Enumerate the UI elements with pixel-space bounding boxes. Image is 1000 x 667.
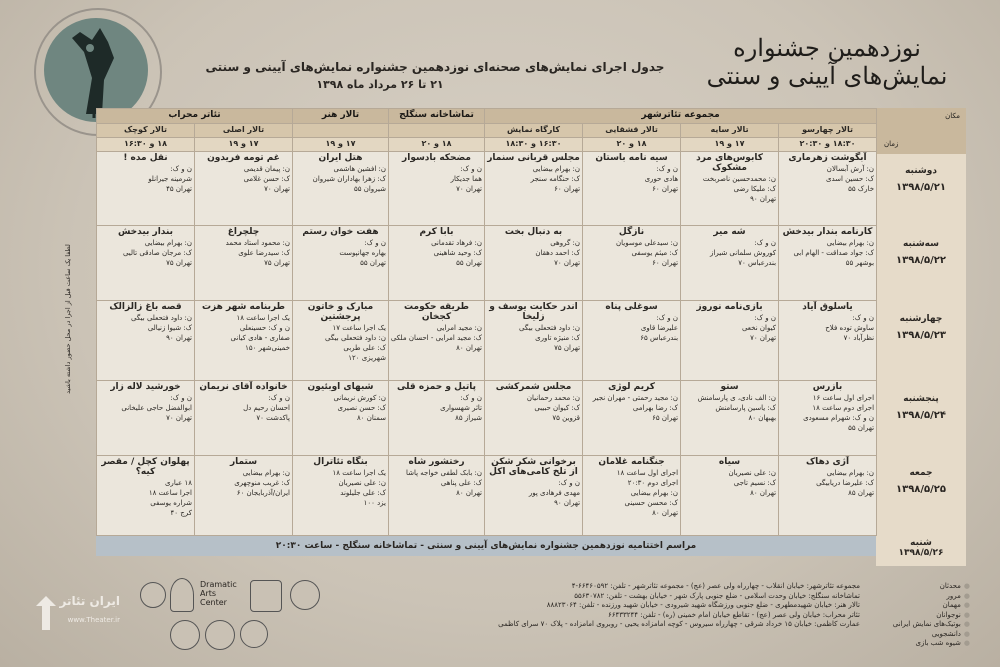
show-cell — [485, 455, 583, 535]
address-line: تالار هنر: خیابان شهیدمطهری - ضلع جنوبی ورزشگاه شهید شیرودی - خیابان شهید ورزنده - تلفن: ۸۸۸۲۳۰۶۴ — [546, 601, 860, 609]
address-line: تماشاخانه سنگلج: خیابان وحدت اسلامی - ضلع جنوبی پارک شهر - خیابان بهشت - تلفن: ۵۵۶۳۰۷۸۲ — [574, 591, 860, 600]
show-cell — [779, 225, 877, 300]
show-detail: تهران ۴۵ — [166, 185, 192, 194]
show-detail: ن: بهرام بیضایی — [826, 468, 875, 477]
venue-addresses — [440, 582, 860, 630]
show-detail: ن و ک: — [656, 313, 679, 322]
sponsor-logo-icon — [140, 582, 166, 608]
show-title: ستمار — [229, 456, 258, 467]
legend-item: ●مرور — [946, 591, 970, 600]
show-detail: ک: علیرضا دریابیگی — [816, 478, 875, 487]
show-detail: کیوان نخعی — [741, 323, 777, 332]
sponsor-logo-icon — [290, 580, 320, 610]
show-detail: ن: بهرام بیضایی — [826, 238, 875, 247]
show-title: مجلس شمرکشی — [495, 382, 572, 393]
hall-header — [389, 124, 485, 138]
show-detail: ک: شیوا زنیالی — [147, 323, 192, 332]
show-detail: ک: علی جلیلوند — [340, 488, 386, 497]
show-detail: ن: مجید امرایی — [436, 323, 482, 332]
show-cell — [583, 225, 681, 300]
address-line: مجموعه تئاترشهر: خیابان انقلاب - چهارراه ولی عصر (عج) - مجموعه تئاترشهر - تلفن: ۶۶۴۶۰۵۹۲-۴ — [571, 582, 860, 590]
show-title: بازرس — [812, 382, 843, 393]
legend-item: ●محدثان — [939, 582, 970, 590]
show-cell — [485, 381, 583, 455]
show-detail: ک: حسن نصیری — [337, 404, 386, 413]
show-detail: ن: بهرام بیضایی — [532, 165, 581, 174]
show-detail: تهران ۷۵ — [166, 258, 192, 267]
show-detail: خمینی‌شهر ۱۵۰ — [245, 343, 290, 352]
show-title: شبهای اوبئیون — [307, 382, 374, 393]
show-title: بنگاه تئاترال — [313, 456, 368, 467]
show-detail: ک: میثم یوسفی — [631, 248, 679, 257]
legend-item: ●نوجوانان — [936, 610, 970, 619]
show-detail: ۱۸ عباری — [164, 478, 192, 487]
show-detail: تهران ۶۰ — [554, 185, 581, 194]
show-cell — [97, 381, 195, 455]
emblem-disc — [44, 18, 148, 122]
show-detail: ن و ک: — [170, 394, 192, 403]
show-title: کابوس‌های مرد مشکوک — [696, 153, 763, 174]
show-title: پهلوان کچل / مقصر کیه؟ — [101, 456, 190, 477]
show-detail: تهران ۵۵ — [848, 424, 875, 433]
show-detail: ن: علی نصیریان — [338, 478, 386, 487]
time-header: ۱۷ و ۱۹ — [681, 138, 779, 152]
show-detail: بهاره جهانپوست — [339, 248, 386, 257]
show-detail: ک: جواد صداقت - الهام ابی — [793, 248, 875, 257]
schedule-body — [97, 152, 877, 536]
show-detail: ن و ک: شهرام مسعودی — [803, 414, 875, 423]
show-title: آبگوشت زهرماری — [788, 153, 867, 164]
corner-header — [876, 108, 966, 154]
show-detail: شهریزی ۱۲۰ — [348, 353, 386, 362]
show-detail: ن: افشین هاشمی — [333, 165, 386, 174]
show-cell — [583, 152, 681, 225]
sponsor-logo-icon — [250, 580, 282, 612]
show-detail: ن: علی نصیریان — [728, 468, 777, 477]
show-title: شه میر — [713, 226, 746, 237]
show-detail: ک: رضا بهرامی — [632, 404, 679, 413]
show-title: ستو — [720, 382, 739, 393]
show-title: سیه نامه باستان — [595, 153, 668, 164]
show-cell — [195, 152, 293, 225]
show-detail: تهران ۶۵ — [652, 414, 679, 423]
show-title: هفت خوان رستم — [302, 226, 379, 237]
hall-header: تالار اصلی — [195, 124, 293, 138]
show-detail: ک: علی پناهی — [440, 478, 482, 487]
show-detail: ن و ک: — [852, 313, 875, 322]
show-detail: تهران ۷۰ — [456, 185, 482, 194]
group-header: تماشاخانه سنگلج — [389, 109, 485, 124]
show-title: کریم لوژی — [608, 382, 655, 393]
show-detail: شراره یوسفی — [150, 498, 192, 507]
show-title: طریقه حکومت کجخان — [404, 301, 469, 322]
time-header: ۱۷ و ۱۹ — [293, 138, 389, 152]
show-detail: ن: الف نادی، ی پارسامنش — [697, 394, 777, 403]
show-detail: ساوش توده فلاح — [825, 323, 875, 332]
watermark-site: ایران تئاتر — [59, 594, 120, 608]
show-title: مبارک و خاتون پرجشتین — [307, 301, 374, 322]
legend-item: ●دانشجویی — [931, 629, 970, 638]
show-detail: صفاری - هادی کیانی — [230, 333, 290, 342]
show-cell — [779, 381, 877, 455]
iran-theater-logo-icon — [36, 596, 56, 630]
show-detail: ایران/آذربایجان ۶۰ — [236, 488, 290, 497]
sponsor-logo-icon — [170, 620, 200, 650]
show-detail: اجرای اول ساعت ۱۶ — [812, 394, 875, 403]
show-detail: ن: محمود استاد محمد — [225, 238, 290, 247]
show-title: آژی دهاک — [805, 456, 850, 467]
show-cell — [293, 455, 389, 535]
show-cell — [779, 300, 877, 380]
show-detail: تاثر شهسواری — [440, 404, 482, 413]
show-detail: ن و ک: — [754, 238, 777, 247]
sponsor-logo-icon — [240, 620, 268, 648]
show-title: به دنبال بخت — [504, 226, 563, 237]
show-title: یاسلوق آیاد — [802, 301, 853, 312]
hall-header: تالار چهارسو — [779, 124, 877, 138]
show-detail: ن: مجید رحمتی - مهران نجیر — [592, 394, 679, 403]
show-detail: تهران ۷۵ — [554, 343, 581, 352]
show-detail: تهران ۶۰ — [652, 185, 679, 194]
legend-item: ●مهمان — [942, 601, 970, 609]
address-line: تئاتر محراب: خیابان ولی عصر (عج) - تقاطع خیابان امام خمینی (ره) - تلفن: ۶۶۴۳۳۲۴۴ — [607, 610, 860, 619]
schedule-row — [97, 381, 877, 455]
show-detail: ن: بابک لطفی خواجه پاشا — [406, 468, 482, 477]
show-detail: ن و ک: — [268, 394, 290, 403]
show-detail: ن: گروهی — [550, 238, 581, 247]
show-title: هتل ایران — [318, 153, 363, 164]
show-cell — [97, 152, 195, 225]
show-title: کارنامه بندار بیدخش — [782, 226, 873, 237]
legend — [880, 582, 970, 649]
show-detail: ن و ک: — [656, 165, 679, 174]
show-detail: ن و ک: — [754, 313, 777, 322]
show-detail: اجرای دوم ۲۰:۳۰ — [627, 478, 679, 487]
show-title: نقل مده ! — [123, 153, 168, 164]
show-cell — [293, 152, 389, 225]
show-detail: ن: بهرام بیضایی — [242, 468, 290, 477]
hall-header: تالار کوچک — [97, 124, 195, 138]
show-title: طربنامه شهر هزت — [201, 301, 286, 312]
schedule-table — [96, 108, 877, 536]
show-detail: ن: داود فتحعلی بیگی — [324, 333, 386, 342]
show-detail: ن: کورش نریمانی — [333, 394, 386, 403]
hall-header: تالار سایه — [681, 124, 779, 138]
show-detail: ک: نسیم تاجی — [733, 478, 777, 487]
hall-header — [293, 124, 389, 138]
show-detail: ن: فرهاد تقدمانی — [431, 238, 482, 247]
show-title: غم تومه فریدون — [207, 153, 280, 164]
show-detail: ک: مجید امرایی - احسان ملکی — [391, 333, 482, 342]
show-detail: ک: وحید شاهینی — [433, 248, 482, 257]
show-detail: ک: غریب منوچهری — [234, 478, 290, 487]
show-detail: ن: بهرام بیضایی — [144, 238, 192, 247]
day-label: دوشنبه ۱۳۹۸/۵/۲۱ — [876, 154, 966, 228]
show-detail: ک: علی طربی — [343, 343, 386, 352]
show-detail: پاکدشت ۷۰ — [256, 414, 290, 423]
show-title: قصه باغ زالزالک — [109, 301, 182, 312]
show-title: نازگل — [618, 226, 645, 237]
show-detail: ن: آرش آبسالان — [826, 165, 875, 174]
show-cell — [389, 300, 485, 380]
show-detail: کوروش سلمانی شیراز — [710, 248, 777, 257]
show-detail: ک: منیژه تاوری — [535, 333, 581, 342]
show-cell — [389, 381, 485, 455]
show-cell — [97, 300, 195, 380]
show-detail: بندرعباس ۶۵ — [640, 333, 679, 342]
show-detail: تهران ۷۰ — [264, 185, 290, 194]
show-detail: سمنان ۸۰ — [356, 414, 386, 423]
show-cell — [293, 225, 389, 300]
show-detail: ن و ک: — [170, 165, 192, 174]
show-detail: ن: بهرام بیضایی — [630, 488, 679, 497]
show-cell — [195, 381, 293, 455]
show-title: پاتیل و حمزه قلی — [397, 382, 476, 393]
show-detail: ن و ک: — [460, 165, 482, 174]
festival-title: نوزدهمین جشنواره نمایش‌های آیینی و سنتی — [706, 34, 948, 90]
corner-place: مکان — [945, 112, 960, 120]
show-cell — [195, 225, 293, 300]
group-header: تئاتر محراب — [97, 109, 293, 124]
day-label: چهارشنبه ۱۳۹۸/۵/۲۳ — [876, 302, 966, 383]
show-detail: ن: داود فتحعلی بیگی — [519, 323, 581, 332]
closing-day-label: شنبه ۱۳۹۸/۵/۲۶ — [876, 536, 966, 566]
show-detail: ن: داود فتحعلی بیگی — [130, 313, 192, 322]
show-cell — [195, 455, 293, 535]
show-detail: شرمینه جیرانلو — [148, 175, 192, 184]
show-title: چلچراغ — [227, 226, 260, 237]
show-cell — [195, 300, 293, 380]
schedule-row — [97, 300, 877, 380]
show-detail: تهران ۶۰ — [652, 258, 679, 267]
show-detail: بندرعباس ۷۰ — [738, 258, 777, 267]
show-cell — [389, 455, 485, 535]
show-detail: نظرآباد ۷۰ — [843, 333, 875, 342]
show-detail: علیرضا قاوی — [640, 323, 679, 332]
time-header: ۱۷ و ۱۹ — [195, 138, 293, 152]
side-note: لطفا یک ساعت قبل از اجرا در محل حضور داشته باشید — [64, 244, 72, 394]
show-detail: کرج ۴۰ — [170, 508, 192, 517]
schedule-row — [97, 225, 877, 300]
schedule-subtitle: جدول اجرای نمایش‌های صحنه‌ای نوزدهمین جشنواره نمایش‌های آیینی و سنتی — [205, 60, 665, 74]
show-detail: ن: سیدعلی موسویان — [616, 238, 679, 247]
show-detail: تهران ۷۵ — [264, 258, 290, 267]
show-detail: ن: محمدحسین ناصربخت — [702, 175, 777, 184]
iran-theater-watermark — [30, 594, 120, 634]
show-detail: هما جدیکار — [450, 175, 482, 184]
show-title: خورشید لاله زار — [110, 382, 181, 393]
show-detail: تهران ۹۰ — [166, 333, 192, 342]
show-title: برخوانی شکر شکن از تلخ کامی‌های اکل — [489, 456, 578, 477]
show-detail: ک: سیدرضا علوی — [238, 248, 290, 257]
watermark-url: www.Theater.ir — [67, 616, 120, 624]
show-detail: تهران ۷۰ — [166, 414, 192, 423]
show-title: جنگنامه غلامان — [598, 456, 665, 467]
hall-header: کارگاه نمایش — [485, 124, 583, 138]
day-label: سه‌شنبه ۱۳۹۸/۵/۲۲ — [876, 227, 966, 303]
group-header: مجموعه تئاترشهر — [485, 109, 877, 124]
show-detail: اجرای اول ساعت ۱۸ — [616, 468, 679, 477]
show-detail: تهران ۵۵ — [360, 258, 386, 267]
show-detail: اجرا ساعت ۱۸ — [148, 488, 192, 497]
schedule-row — [97, 455, 877, 535]
show-detail: ن: محمد رحمانیان — [526, 394, 581, 403]
dac-logo: Dramatic Arts Center — [200, 580, 237, 607]
show-detail: احسان رحیم دل — [243, 404, 290, 413]
show-detail: یک اجرا ساعت ۱۸ — [236, 313, 290, 322]
day-column — [876, 108, 966, 536]
time-header: ۱۶:۳۰ و ۱۸:۳۰ — [485, 138, 583, 152]
show-cell — [485, 300, 583, 380]
day-label: پنجشنبه ۱۳۹۸/۵/۲۴ — [876, 382, 966, 457]
show-detail: قزوین ۷۵ — [552, 414, 581, 423]
group-header: تالار هنر — [293, 109, 389, 124]
show-detail: تهران ۹۰ — [750, 195, 777, 204]
time-header: ۱۸ و ۲۰ — [389, 138, 485, 152]
show-detail: ن و ک: — [364, 238, 386, 247]
show-title: سوغلی پناه — [605, 301, 658, 312]
sponsor-logo-icon — [205, 620, 235, 650]
show-cell — [583, 455, 681, 535]
time-header: ۱۸ و ۱۶:۳۰ — [97, 138, 195, 152]
show-detail: یک اجرا ساعت ۱۸ — [332, 468, 386, 477]
show-detail: بهبهان ۸۰ — [748, 414, 777, 423]
show-title: اندر حکایت یوسف و زلیخا — [489, 301, 578, 322]
show-detail: ک: حسین اسدی — [825, 175, 875, 184]
show-detail: تهران ۷۰ — [554, 258, 581, 267]
show-detail: ن و ک: — [558, 478, 581, 487]
show-detail: ک: محسن حسینی — [624, 498, 679, 507]
show-detail: شیروان ۵۵ — [353, 185, 386, 194]
show-detail: ک: حنگامه سنجر — [530, 175, 581, 184]
time-header: ۱۸:۳۰ و ۲۰:۳۰ — [779, 138, 877, 152]
legend-item: ●شیوه شب بازی — [915, 639, 970, 647]
show-detail: تهران ۸۰ — [750, 488, 777, 497]
show-detail: تهران ۸۰ — [652, 508, 679, 517]
show-cell — [681, 225, 779, 300]
show-detail: ک: حسن غلامی — [243, 175, 290, 184]
show-cell — [485, 225, 583, 300]
show-detail: تهران ۸۰ — [456, 488, 482, 497]
show-cell — [681, 381, 779, 455]
show-cell — [779, 455, 877, 535]
show-cell — [681, 455, 779, 535]
mask-logo-icon — [170, 578, 194, 612]
time-header: ۱۸ و ۲۰ — [583, 138, 681, 152]
schedule-row — [97, 152, 877, 225]
show-cell — [485, 152, 583, 225]
show-detail: تهران ۹۰ — [554, 498, 581, 507]
show-cell — [293, 300, 389, 380]
show-detail: ن و ک: — [460, 394, 482, 403]
show-cell — [583, 381, 681, 455]
show-title: بابا کرم — [419, 226, 454, 237]
show-detail: ن و ک: حسینعلی — [239, 323, 290, 332]
closing-ceremony: مراسم اختتامیه نوزدهمین جشنواره نمایش‌های آیینی و سنتی - تماشاخانه سنگلج - ساعت ۲۰:۳۰ — [96, 536, 876, 556]
show-title: خانواده آقای نریمان — [199, 382, 288, 393]
show-cell — [681, 300, 779, 380]
day-label: جمعه ۱۳۹۸/۵/۲۵ — [876, 456, 966, 537]
show-detail: ن: پیمان قدیمی — [243, 165, 290, 174]
show-detail: تهران ۸۵ — [848, 488, 875, 497]
show-detail: شیراز ۸۵ — [455, 414, 482, 423]
show-detail: ک: مرجان صادقی تالیی — [122, 248, 192, 257]
show-cell — [97, 455, 195, 535]
hall-header: تالار قشقایی — [583, 124, 681, 138]
show-detail: مهدی فرهادی پور — [528, 488, 581, 497]
show-detail: یزد ۱۰۰ — [363, 498, 386, 507]
show-cell — [779, 152, 877, 225]
address-line: عمارت کاظمی: خیابان ۱۵ خرداد شرقی - چهارراه سیروس - کوچه امامزاده یحیی - روبروی امامزاده - پلاک ۷۰ سرای کاظمی — [498, 620, 860, 628]
peacock-emblem-icon — [44, 18, 148, 122]
show-cell — [293, 381, 389, 455]
show-detail: ک: ملیکا رضی — [733, 185, 777, 194]
show-title: مجلس قربانی سنمار — [487, 153, 580, 164]
show-title: بندار بیدخش — [117, 226, 174, 237]
show-title: بازی‌نامه نوروز — [696, 301, 763, 312]
show-title: رختشور شاه — [408, 456, 465, 467]
show-detail: بوشهر ۵۵ — [845, 258, 875, 267]
show-detail: ک: زهرا بهاداران شیروان — [312, 175, 386, 184]
show-title: سیاه — [718, 456, 741, 467]
show-title: مضحکه بادسوار — [402, 153, 471, 164]
show-detail: یک اجرا ساعت ۱۷ — [332, 323, 386, 332]
show-detail: ک: یاسین پارسامنش — [715, 404, 777, 413]
show-detail: اجرای دوم ساعت ۱۸ — [812, 404, 875, 413]
show-detail: تهران ۸۰ — [456, 343, 482, 352]
legend-item: ●بوتیک‌های نمایش ایرانی — [892, 620, 970, 628]
show-cell — [97, 225, 195, 300]
show-detail: ابوالفضل حاجی علیخانی — [121, 404, 192, 413]
show-cell — [583, 300, 681, 380]
show-detail: خارک ۵۵ — [848, 185, 875, 194]
show-cell — [389, 152, 485, 225]
show-detail: تهران ۵۵ — [456, 258, 482, 267]
show-detail: ک: کیوان حبیبی — [534, 404, 581, 413]
show-detail: تهران ۷۰ — [750, 333, 777, 342]
show-detail: ک: احمد دهقان — [535, 248, 581, 257]
corner-time: زمان — [884, 140, 899, 148]
schedule-dates: ۲۱ تا ۲۶ مرداد ماه ۱۳۹۸ — [316, 78, 444, 91]
show-cell — [389, 225, 485, 300]
show-detail: هادی حوری — [644, 175, 679, 184]
show-cell — [681, 152, 779, 225]
